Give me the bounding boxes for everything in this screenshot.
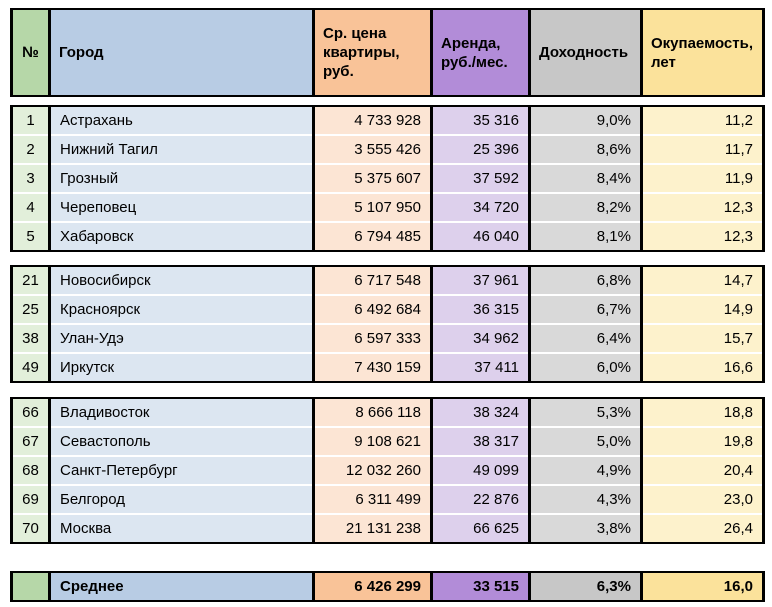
cell-payback[interactable]: 11,9 <box>642 164 764 193</box>
average-cell-price[interactable]: 6 426 299 <box>314 572 432 601</box>
cell-price[interactable]: 6 492 684 <box>314 295 432 324</box>
cell-payback[interactable]: 19,8 <box>642 427 764 456</box>
cell-num[interactable]: 68 <box>12 456 50 485</box>
cell-price[interactable]: 4 733 928 <box>314 106 432 135</box>
table-group-2 <box>10 265 765 383</box>
table-row <box>12 324 764 353</box>
cell-num[interactable]: 5 <box>12 222 50 251</box>
cell-rent[interactable]: 66 625 <box>432 514 530 543</box>
column-header-payback[interactable]: Окупаемость, лет <box>642 9 764 96</box>
cell-price[interactable]: 6 794 485 <box>314 222 432 251</box>
cell-num[interactable]: 70 <box>12 514 50 543</box>
cell-rent[interactable]: 49 099 <box>432 456 530 485</box>
cell-yield[interactable]: 3,8% <box>530 514 642 543</box>
table-row <box>12 106 764 135</box>
cell-num[interactable]: 67 <box>12 427 50 456</box>
cell-city[interactable]: Хабаровск <box>50 222 314 251</box>
cell-yield[interactable]: 6,8% <box>530 266 642 295</box>
average-cell-city[interactable]: Среднее <box>50 572 314 601</box>
cell-city[interactable]: Севастополь <box>50 427 314 456</box>
cell-yield[interactable]: 6,0% <box>530 353 642 382</box>
cell-yield[interactable]: 5,3% <box>530 398 642 427</box>
cell-num[interactable]: 25 <box>12 295 50 324</box>
cell-yield[interactable]: 8,6% <box>530 135 642 164</box>
cell-payback[interactable]: 18,8 <box>642 398 764 427</box>
cell-rent[interactable]: 34 720 <box>432 193 530 222</box>
cell-city[interactable]: Нижний Тагил <box>50 135 314 164</box>
cell-price[interactable]: 7 430 159 <box>314 353 432 382</box>
cell-city[interactable]: Астрахань <box>50 106 314 135</box>
average-cell-payback[interactable]: 16,0 <box>642 572 764 601</box>
cell-rent[interactable]: 38 324 <box>432 398 530 427</box>
cell-price[interactable]: 5 375 607 <box>314 164 432 193</box>
cell-num[interactable]: 66 <box>12 398 50 427</box>
table-row <box>12 295 764 324</box>
table-row <box>12 353 764 382</box>
column-header-price[interactable]: Ср. цена квартиры, руб. <box>314 9 432 96</box>
cell-num[interactable]: 38 <box>12 324 50 353</box>
cell-num[interactable]: 3 <box>12 164 50 193</box>
cell-price[interactable]: 6 597 333 <box>314 324 432 353</box>
column-header-city[interactable]: Город <box>50 9 314 96</box>
cell-payback[interactable]: 20,4 <box>642 456 764 485</box>
cell-num[interactable]: 21 <box>12 266 50 295</box>
table-group-1 <box>10 105 765 252</box>
table-row <box>12 398 764 427</box>
cell-payback[interactable]: 12,3 <box>642 222 764 251</box>
table-row <box>12 164 764 193</box>
cell-city[interactable]: Новосибирск <box>50 266 314 295</box>
cell-rent[interactable]: 46 040 <box>432 222 530 251</box>
cell-num[interactable]: 49 <box>12 353 50 382</box>
cell-price[interactable]: 21 131 238 <box>314 514 432 543</box>
average-row <box>12 572 764 601</box>
cell-payback[interactable]: 15,7 <box>642 324 764 353</box>
cell-rent[interactable]: 35 316 <box>432 106 530 135</box>
cell-rent[interactable]: 25 396 <box>432 135 530 164</box>
cell-payback[interactable]: 12,3 <box>642 193 764 222</box>
column-header-yield[interactable]: Доходность <box>530 9 642 96</box>
cell-rent[interactable]: 37 592 <box>432 164 530 193</box>
cell-city[interactable]: Иркутск <box>50 353 314 382</box>
cell-payback[interactable]: 14,7 <box>642 266 764 295</box>
cell-city[interactable]: Санкт-Петербург <box>50 456 314 485</box>
table-row <box>12 193 764 222</box>
table-row <box>12 514 764 543</box>
table-row <box>12 266 764 295</box>
table-row <box>12 485 764 514</box>
cell-price[interactable]: 6 311 499 <box>314 485 432 514</box>
cell-yield[interactable]: 4,3% <box>530 485 642 514</box>
cell-yield[interactable]: 8,2% <box>530 193 642 222</box>
cell-num[interactable]: 69 <box>12 485 50 514</box>
cell-city[interactable]: Улан-Удэ <box>50 324 314 353</box>
cell-city[interactable]: Красноярск <box>50 295 314 324</box>
cell-city[interactable]: Белгород <box>50 485 314 514</box>
cell-rent[interactable]: 22 876 <box>432 485 530 514</box>
cell-num[interactable]: 2 <box>12 135 50 164</box>
table-row <box>12 427 764 456</box>
cell-city[interactable]: Владивосток <box>50 398 314 427</box>
cell-num[interactable]: 4 <box>12 193 50 222</box>
cell-yield[interactable]: 5,0% <box>530 427 642 456</box>
cell-payback[interactable]: 26,4 <box>642 514 764 543</box>
cell-rent[interactable]: 37 411 <box>432 353 530 382</box>
cell-price[interactable]: 5 107 950 <box>314 193 432 222</box>
column-header-rent[interactable]: Аренда, руб./мес. <box>432 9 530 96</box>
cell-price[interactable]: 12 032 260 <box>314 456 432 485</box>
average-cell-num[interactable] <box>12 572 50 601</box>
average-cell-yield[interactable]: 6,3% <box>530 572 642 601</box>
table-group-3 <box>10 397 765 544</box>
cell-price[interactable]: 8 666 118 <box>314 398 432 427</box>
cell-payback[interactable]: 16,6 <box>642 353 764 382</box>
cell-yield[interactable]: 6,4% <box>530 324 642 353</box>
cell-num[interactable]: 1 <box>12 106 50 135</box>
cell-rent[interactable]: 34 962 <box>432 324 530 353</box>
cell-rent[interactable]: 38 317 <box>432 427 530 456</box>
table-row <box>12 135 764 164</box>
cell-price[interactable]: 6 717 548 <box>314 266 432 295</box>
table-body-sections <box>10 105 762 602</box>
cell-price[interactable]: 3 555 426 <box>314 135 432 164</box>
cell-payback[interactable]: 11,7 <box>642 135 764 164</box>
cell-city[interactable]: Москва <box>50 514 314 543</box>
cell-payback[interactable]: 23,0 <box>642 485 764 514</box>
table-header <box>10 8 765 97</box>
average-row-table <box>10 571 765 602</box>
cell-payback[interactable]: 14,9 <box>642 295 764 324</box>
header-row <box>12 9 764 96</box>
cell-city[interactable]: Грозный <box>50 164 314 193</box>
cell-yield[interactable]: 8,4% <box>530 164 642 193</box>
average-cell-rent[interactable]: 33 515 <box>432 572 530 601</box>
cell-yield[interactable]: 6,7% <box>530 295 642 324</box>
cell-price[interactable]: 9 108 621 <box>314 427 432 456</box>
cell-yield[interactable]: 8,1% <box>530 222 642 251</box>
column-header-num[interactable]: № <box>12 9 50 96</box>
table-row <box>12 222 764 251</box>
cell-payback[interactable]: 11,2 <box>642 106 764 135</box>
cell-yield[interactable]: 4,9% <box>530 456 642 485</box>
cell-rent[interactable]: 36 315 <box>432 295 530 324</box>
cell-rent[interactable]: 37 961 <box>432 266 530 295</box>
cell-yield[interactable]: 9,0% <box>530 106 642 135</box>
cell-city[interactable]: Череповец <box>50 193 314 222</box>
table-row <box>12 456 764 485</box>
